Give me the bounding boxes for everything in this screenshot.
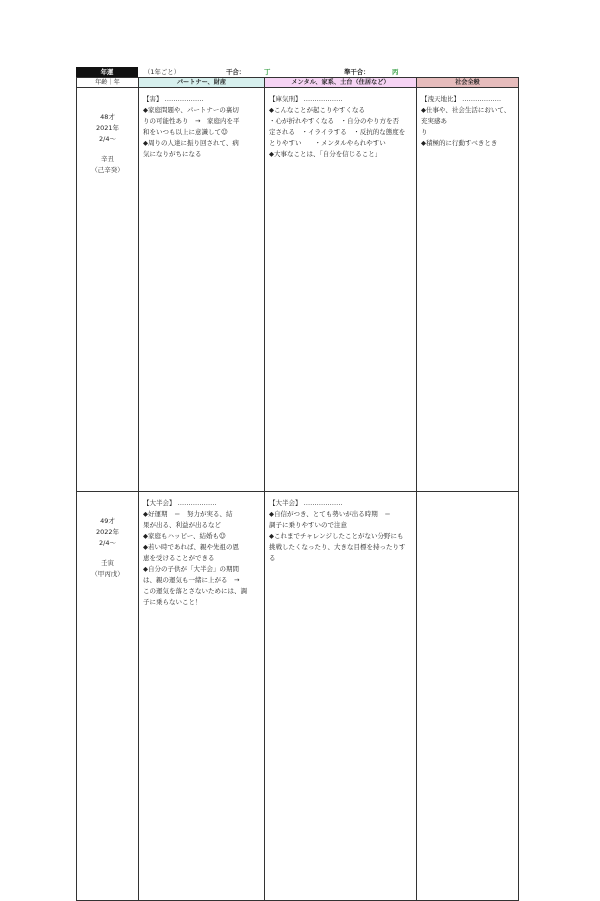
year-cell: [77, 492, 139, 901]
column-header-row: [77, 78, 519, 88]
jun-kango-value: 丙: [392, 68, 399, 76]
social-item: ◆積極的に行動すべきとき: [421, 139, 498, 147]
partner-title: 【害】 ………………: [143, 95, 204, 103]
social-item: ◆仕事や、社会生活において、充実感あ り: [421, 106, 511, 136]
mental-item: ◆自信がつき、とても勢いが出る時期 ＝ 調子に乗りやすいので注意: [269, 510, 391, 529]
partner-title: 【大半会】 ………………: [143, 499, 217, 507]
jun-kango-label: 準干合：: [344, 68, 370, 76]
age-text: 49才: [100, 517, 115, 525]
kanshi-text: 壬寅: [101, 559, 114, 567]
mental-title: 【庫気刑】 ………………: [269, 95, 343, 103]
fortune-table: [76, 77, 519, 901]
table-row: [77, 492, 519, 901]
mental-title: 【大半会】 ………………: [269, 499, 343, 507]
fortune-sheet: [76, 67, 518, 901]
kango-value: 丁: [264, 68, 271, 76]
mental-cell: [265, 88, 417, 492]
social-title: 【洩天地比】 ………………: [421, 95, 502, 103]
col-header-mental: メンタル、家系、土台（住居など）: [265, 78, 417, 88]
period-note: （1年ごと）: [144, 68, 181, 76]
social-cell: [417, 88, 519, 492]
partner-item: ◆自分の子供が「大半会」の期間 は、親の運気も一緒に上がる → この運気を落とさないためには、調 子に乗らないこと！: [143, 565, 247, 606]
sheet-header: [76, 67, 518, 77]
year-text: 2022年: [95, 528, 120, 536]
partner-cell: [139, 492, 265, 901]
mental-item: ◆これまでチャレンジしたことがない分野にも 挑戦したくなったり、大きな目標を持ったりす る: [269, 532, 406, 562]
col-header-age-year: 年齢｜年: [77, 78, 139, 88]
partner-item: ◆家庭もハッピー、結婚も☺: [143, 532, 226, 540]
age-text: 48才: [100, 113, 115, 121]
partner-item: ◆若い時であれば、親や先祖の恩 恵を受けることができる: [143, 543, 239, 562]
zokan-text: （甲丙戊）: [91, 570, 124, 578]
mental-item: ◆大事なことは、「自分を信じること」: [269, 150, 382, 158]
partner-item: ◆周りの人達に振り回されて、病 気になりがちになる: [143, 139, 239, 158]
zokan-text: （己辛癸）: [91, 166, 124, 174]
col-header-social: 社会全般: [417, 78, 519, 88]
mental-item: ◆こんなことが起こりやすくなる ・心が折れやすくなる ・自分のやり方を否 定される ・イライラする ・反抗的な態度を とりやすい ・メンタルやられやすい: [269, 106, 406, 147]
partner-item: ◆好運期 ＝ 努力が実る、結 果が出る、利益が出るなど: [143, 510, 233, 529]
kango-label: 干合：: [226, 68, 246, 76]
kanshi-text: 辛丑: [101, 155, 114, 163]
table-row: [77, 88, 519, 492]
year-cell: [77, 88, 139, 492]
partner-cell: [139, 88, 265, 492]
col-header-partner: パートナー、財産: [139, 78, 265, 88]
start-date-text: 2/4～: [99, 539, 116, 547]
year-text: 2021年: [95, 124, 120, 132]
social-cell: [417, 492, 519, 901]
mental-cell: [265, 492, 417, 901]
partner-item: ◆家庭問題や、パートナーの裏切 りの可能性あり → 家庭内を平 和をいつも以上に意識して☺: [143, 106, 240, 136]
annual-fortune-label: 年運: [76, 67, 138, 77]
start-date-text: 2/4～: [99, 135, 116, 143]
